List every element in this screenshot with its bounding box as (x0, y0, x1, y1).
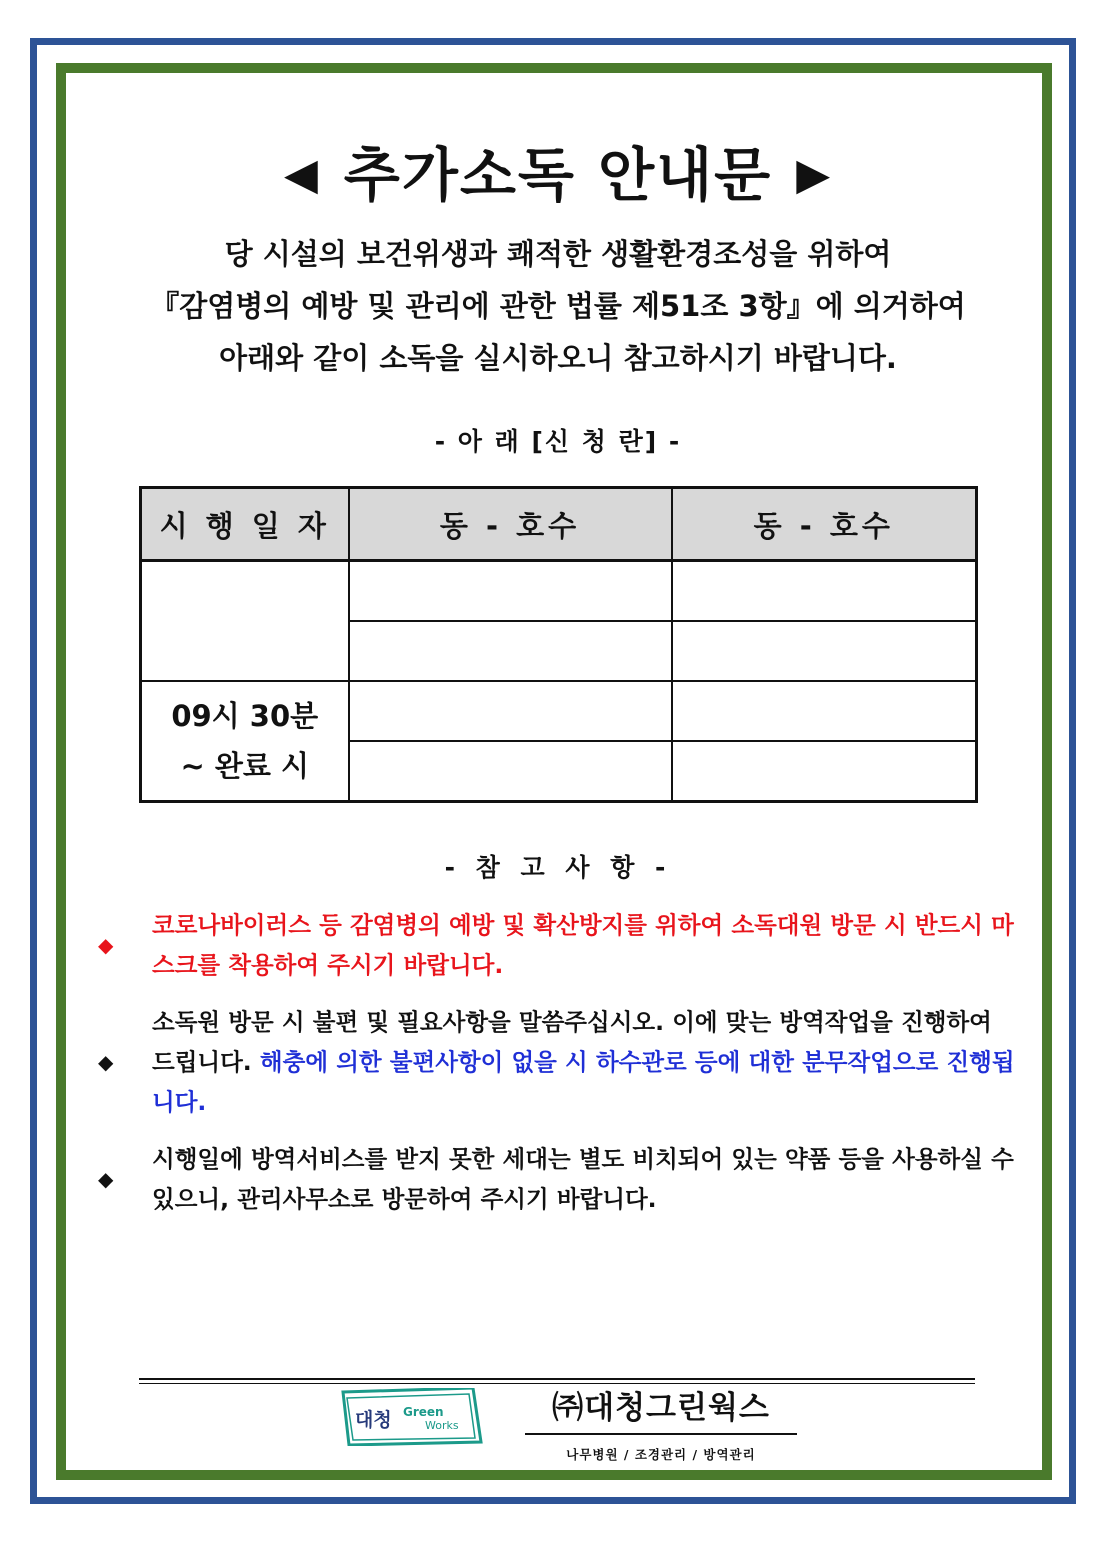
company-block (525, 1382, 797, 1463)
unit-entry-cell[interactable] (672, 561, 977, 622)
date-time-start: 09시 30분 (171, 699, 319, 733)
unit-entry-cell[interactable] (672, 621, 977, 681)
intro-line: 『감염병의 예방 및 관리에 관한 법률 제51조 3항』에 의거하여 (150, 289, 966, 323)
schedule-table (139, 486, 978, 803)
notes-heading: - 참 고 사 항 - (444, 853, 672, 882)
logo-works: Works (425, 1419, 459, 1432)
note-item (98, 905, 1018, 985)
company-logo (341, 1388, 483, 1446)
table-row (141, 681, 977, 741)
page-title (0, 128, 1116, 212)
date-cell (141, 681, 349, 802)
date-cell-empty[interactable] (141, 561, 349, 682)
right-arrow-icon: ▶ (796, 149, 833, 200)
note-text-highlight: 해충에 의한 불편사항이 없을 시 하수관로 등에 대한 분무작업으로 진행됩니다. (152, 1048, 1015, 1116)
unit-entry-cell[interactable] (672, 741, 977, 802)
schedule-heading: - 아 래 [신 청 란] - (434, 427, 682, 456)
note-text: 소독원 방문 시 불편 및 필요사항을 말씀주십시오. 이에 맞는 방역작업을 진행하여 드립니다. (152, 1008, 992, 1076)
company-name: ㈜대청그린웍스 (525, 1382, 797, 1435)
unit-entry-cell[interactable] (349, 681, 672, 741)
footer-divider (139, 1378, 975, 1380)
column-header-unit: 동 - 호수 (672, 488, 977, 561)
intro-paragraph (0, 228, 1116, 384)
unit-entry-cell[interactable] (349, 741, 672, 802)
column-header-date: 시 행 일 자 (141, 488, 349, 561)
title-text: 추가소독 안내문 (343, 141, 773, 209)
diamond-bullet-icon: ◆ (98, 1167, 114, 1191)
company-tagline: 나무병원 / 조경관리 / 방역관리 (566, 1447, 756, 1462)
logo-korean: 대청 (355, 1409, 392, 1431)
note-text: 시행일에 방역서비스를 받지 못한 세대는 별도 비치되어 있는 약품 등을 사용하실 수 있으니, 관리사무소로 방문하여 주시기 바랍니다. (152, 1145, 1014, 1213)
diamond-bullet-icon: ◆ (98, 1050, 114, 1074)
note-item (98, 1139, 1018, 1219)
note-text: 코로나바이러스 등 감염병의 예방 및 확산방지를 위하여 소독대원 방문 시 반드시 마스크를 착용하여 주시기 바랍니다. (152, 911, 1014, 979)
unit-entry-cell[interactable] (672, 681, 977, 741)
date-time-end: ~ 완료 시 (180, 749, 310, 783)
notes-list (98, 905, 1018, 1236)
table-header-row (141, 488, 977, 561)
column-header-unit: 동 - 호수 (349, 488, 672, 561)
logo-green: Green (403, 1405, 444, 1419)
note-item (98, 1002, 1018, 1122)
diamond-bullet-icon: ◆ (98, 933, 114, 957)
unit-entry-cell[interactable] (349, 561, 672, 622)
intro-line: 당 시설의 보건위생과 쾌적한 생활환경조성을 위하여 (224, 237, 892, 271)
intro-line: 아래와 같이 소독을 실시하오니 참고하시기 바랍니다. (219, 341, 897, 375)
table-row (141, 561, 977, 622)
unit-entry-cell[interactable] (349, 621, 672, 681)
left-arrow-icon: ◀ (283, 149, 320, 200)
